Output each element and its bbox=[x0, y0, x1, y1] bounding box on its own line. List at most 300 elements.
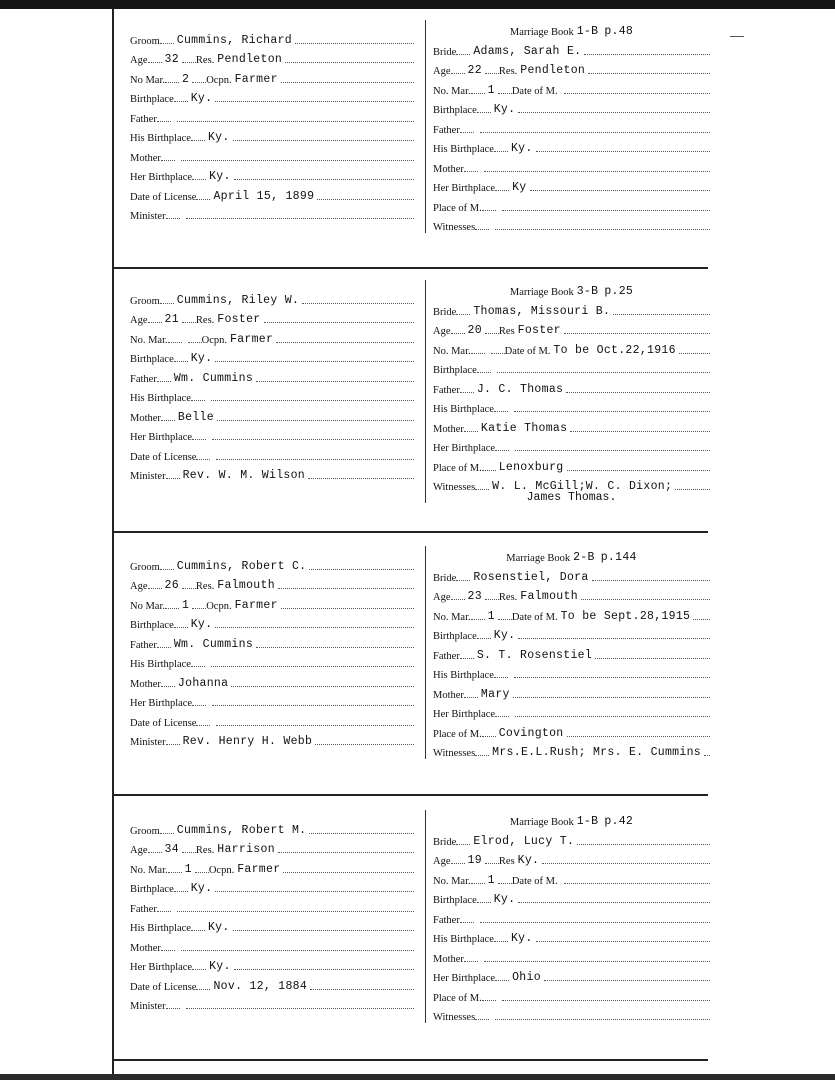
field-value: 19 bbox=[467, 854, 482, 867]
field-value: Ky. bbox=[510, 932, 533, 945]
groom-field-row bbox=[130, 125, 414, 145]
dotted-leader bbox=[192, 439, 206, 440]
field-label: Date of M. bbox=[511, 875, 558, 887]
dotted-leader bbox=[498, 93, 512, 94]
dotted-leader bbox=[166, 744, 180, 745]
groom-field-row bbox=[130, 954, 414, 974]
field-label: Father bbox=[130, 373, 157, 385]
groom-column bbox=[130, 553, 414, 748]
marriage-book-reference bbox=[426, 280, 710, 298]
field-label: Birthplace bbox=[433, 105, 477, 116]
field-value: Pendleton bbox=[520, 64, 586, 77]
groom-field-row bbox=[130, 973, 414, 993]
margin-mark bbox=[730, 36, 744, 37]
field-value: 26 bbox=[164, 579, 179, 592]
field-label: Age bbox=[433, 856, 451, 867]
dotted-leader bbox=[177, 121, 414, 122]
dotted-leader bbox=[161, 686, 175, 687]
field-label: Mother bbox=[130, 152, 161, 164]
groom-field-row bbox=[130, 993, 414, 1013]
dotted-leader bbox=[212, 705, 414, 706]
field-label: His Birthplace bbox=[130, 133, 191, 144]
groom-field-row bbox=[130, 287, 414, 307]
dotted-leader bbox=[188, 342, 202, 343]
dotted-leader bbox=[233, 930, 414, 931]
marriage-record-card bbox=[114, 810, 708, 1050]
field-value: J. C. Thomas bbox=[476, 382, 564, 396]
field-label: Date of M. bbox=[511, 85, 558, 97]
groom-field-row bbox=[130, 895, 414, 915]
bride-field-row bbox=[433, 926, 710, 946]
bride-field-row bbox=[433, 1004, 710, 1024]
groom-field-row bbox=[130, 203, 414, 223]
field-label: Mother bbox=[433, 163, 464, 175]
field-value: Mrs.E.L.Rush; Mrs. E. Cummins bbox=[492, 746, 701, 759]
marriage-book-page: p.48 bbox=[604, 25, 634, 38]
dotted-leader bbox=[166, 218, 180, 219]
bride-field-row bbox=[433, 584, 710, 604]
field-label: No. Mar. bbox=[130, 864, 168, 876]
dotted-leader bbox=[477, 112, 491, 113]
groom-field-row bbox=[130, 144, 414, 164]
dotted-leader bbox=[494, 941, 508, 942]
field-value: Farmer bbox=[230, 332, 274, 346]
dotted-leader bbox=[168, 872, 182, 873]
dotted-leader bbox=[471, 93, 485, 94]
field-label: No. Mar. bbox=[433, 345, 471, 357]
bride-field-row bbox=[433, 454, 710, 474]
field-value: Mary bbox=[480, 687, 510, 701]
dotted-leader bbox=[283, 872, 414, 873]
bride-field-row bbox=[433, 720, 710, 740]
bride-field-row bbox=[433, 376, 710, 396]
dotted-leader bbox=[566, 392, 710, 393]
dotted-leader bbox=[704, 755, 710, 756]
dotted-leader bbox=[451, 863, 465, 864]
groom-field-row bbox=[130, 817, 414, 837]
dotted-leader bbox=[191, 930, 205, 931]
bride-field-row bbox=[433, 337, 710, 357]
dotted-leader bbox=[160, 569, 174, 570]
marriage-book-reference bbox=[426, 20, 710, 38]
dotted-leader bbox=[174, 891, 188, 892]
marriage-record-card bbox=[114, 546, 708, 786]
dotted-leader bbox=[514, 411, 710, 412]
field-value: Lenoxburg bbox=[498, 460, 564, 474]
field-label: Birthplace bbox=[433, 365, 477, 376]
dotted-leader bbox=[495, 450, 509, 451]
dotted-leader bbox=[451, 333, 465, 334]
field-label: Mother bbox=[433, 953, 464, 965]
dotted-leader bbox=[182, 588, 196, 589]
field-label: Place of M. bbox=[433, 462, 482, 474]
dotted-leader bbox=[456, 54, 470, 55]
dotted-leader bbox=[495, 980, 509, 981]
dotted-leader bbox=[161, 420, 175, 421]
bride-fields bbox=[426, 298, 710, 503]
card-divider bbox=[112, 531, 708, 533]
field-label: Groom bbox=[130, 561, 160, 573]
field-label: Witnesses bbox=[433, 222, 476, 233]
dotted-leader bbox=[309, 833, 414, 834]
field-label: Her Birthplace bbox=[433, 443, 496, 454]
groom-field-row bbox=[130, 876, 414, 896]
field-label: Birthplace bbox=[433, 895, 477, 906]
dotted-leader bbox=[588, 73, 710, 74]
field-value: Covington bbox=[498, 726, 564, 740]
field-label: His Birthplace bbox=[433, 934, 494, 945]
field-label: Father bbox=[433, 914, 460, 926]
field-label: Mother bbox=[433, 689, 464, 701]
field-label: Date of License bbox=[130, 451, 197, 463]
groom-field-row bbox=[130, 404, 414, 424]
bride-field-row bbox=[433, 155, 710, 175]
field-value: Ky. bbox=[510, 142, 533, 155]
field-value: 23 bbox=[467, 590, 482, 603]
bride-column bbox=[425, 810, 710, 1023]
groom-field-row bbox=[130, 592, 414, 612]
field-value: 1 bbox=[487, 609, 495, 623]
field-label: His Birthplace bbox=[433, 670, 494, 681]
dotted-leader bbox=[215, 627, 414, 628]
dotted-leader bbox=[191, 140, 205, 141]
dotted-leader bbox=[495, 716, 509, 717]
dotted-leader bbox=[564, 333, 710, 334]
field-label: Her Birthplace bbox=[130, 432, 193, 443]
dotted-leader bbox=[485, 863, 499, 864]
field-value: Farmer bbox=[234, 72, 278, 86]
field-label: Ocpn. bbox=[206, 600, 232, 612]
field-value: Harrison bbox=[217, 843, 275, 856]
dotted-leader bbox=[148, 322, 162, 323]
bride-field-row bbox=[433, 906, 710, 926]
field-value: 22 bbox=[467, 64, 482, 77]
groom-field-row bbox=[130, 86, 414, 106]
dotted-leader bbox=[494, 411, 508, 412]
dotted-leader bbox=[174, 361, 188, 362]
field-value: Ky. bbox=[190, 882, 213, 895]
field-label: Birthplace bbox=[130, 620, 174, 631]
groom-field-row bbox=[130, 27, 414, 47]
dotted-leader bbox=[196, 199, 210, 200]
dotted-leader bbox=[211, 400, 414, 401]
dotted-leader bbox=[564, 93, 710, 94]
card-divider bbox=[112, 794, 708, 796]
marriage-book-page: p.25 bbox=[604, 285, 634, 298]
dotted-leader bbox=[515, 450, 710, 451]
field-label: Father bbox=[130, 903, 157, 915]
field-label: Father bbox=[433, 650, 460, 662]
bride-field-row bbox=[433, 965, 710, 985]
marriage-book-reference bbox=[426, 546, 710, 564]
dotted-leader bbox=[595, 658, 710, 659]
field-label: Her Birthplace bbox=[130, 172, 193, 183]
bride-field-row bbox=[433, 415, 710, 435]
dotted-leader bbox=[281, 82, 414, 83]
card-divider bbox=[112, 1059, 708, 1061]
field-label: Date of License bbox=[130, 717, 197, 729]
dotted-leader bbox=[192, 82, 206, 83]
field-value: Falmouth bbox=[520, 590, 578, 603]
dotted-leader bbox=[160, 43, 174, 44]
field-value: Wm. Cummins bbox=[173, 371, 254, 385]
field-value: 32 bbox=[164, 53, 179, 66]
dotted-leader bbox=[174, 101, 188, 102]
field-label: Date of M. bbox=[504, 345, 551, 357]
field-value: Katie Thomas bbox=[480, 421, 568, 435]
field-label: Her Birthplace bbox=[433, 709, 496, 720]
bride-fields bbox=[426, 38, 710, 233]
field-value: Farmer bbox=[237, 862, 281, 876]
field-value: Ky. bbox=[493, 893, 516, 906]
witnesses-continued: James Thomas. bbox=[526, 491, 617, 504]
dotted-leader bbox=[295, 43, 414, 44]
dotted-leader bbox=[584, 54, 710, 55]
dotted-leader bbox=[148, 588, 162, 589]
field-label: Date of License bbox=[130, 191, 197, 203]
dotted-leader bbox=[196, 725, 210, 726]
dotted-leader bbox=[191, 400, 205, 401]
dotted-leader bbox=[256, 647, 414, 648]
dotted-leader bbox=[456, 314, 470, 315]
dotted-leader bbox=[177, 911, 414, 912]
dotted-leader bbox=[482, 1000, 496, 1001]
dotted-leader bbox=[502, 210, 710, 211]
dotted-leader bbox=[495, 229, 710, 230]
field-label: Bride bbox=[433, 836, 457, 848]
field-label: His Birthplace bbox=[130, 393, 191, 404]
field-label: No Mar. bbox=[130, 600, 165, 612]
dotted-leader bbox=[166, 478, 180, 479]
dotted-leader bbox=[165, 608, 179, 609]
field-value: 21 bbox=[164, 313, 179, 326]
card-divider bbox=[112, 267, 708, 269]
dotted-leader bbox=[161, 160, 175, 161]
field-label: Res. bbox=[195, 581, 215, 592]
marriage-record-card bbox=[114, 20, 708, 260]
field-value: Cummins, Robert M. bbox=[176, 823, 307, 837]
field-value: 1 bbox=[184, 862, 192, 876]
field-value: Ky. bbox=[209, 960, 231, 973]
bride-field-row bbox=[433, 642, 710, 662]
field-value: Rosenstiel, Dora bbox=[473, 570, 589, 584]
field-label: Her Birthplace bbox=[433, 973, 496, 984]
groom-field-row bbox=[130, 573, 414, 593]
field-label: Minister bbox=[130, 471, 166, 482]
groom-field-row bbox=[130, 553, 414, 573]
dotted-leader bbox=[471, 883, 485, 884]
dotted-leader bbox=[498, 883, 512, 884]
bride-field-row bbox=[433, 887, 710, 907]
groom-field-row bbox=[130, 612, 414, 632]
bride-fields bbox=[426, 564, 710, 759]
dotted-leader bbox=[157, 911, 171, 912]
bride-field-row bbox=[433, 564, 710, 584]
dotted-leader bbox=[477, 638, 491, 639]
field-label: Father bbox=[433, 384, 460, 396]
dotted-leader bbox=[484, 961, 710, 962]
groom-column bbox=[130, 287, 414, 482]
dotted-leader bbox=[234, 969, 414, 970]
dotted-leader bbox=[233, 140, 414, 141]
dotted-leader bbox=[513, 697, 710, 698]
dotted-leader bbox=[485, 599, 499, 600]
dotted-leader bbox=[502, 1000, 710, 1001]
marriage-book-number: 3-B bbox=[576, 285, 599, 298]
bride-field-row bbox=[433, 945, 710, 965]
groom-field-row bbox=[130, 346, 414, 366]
dotted-leader bbox=[160, 303, 174, 304]
field-value: To be Oct.22,1916 bbox=[553, 343, 676, 357]
dotted-leader bbox=[148, 852, 162, 853]
dotted-leader bbox=[310, 989, 414, 990]
groom-field-row bbox=[130, 105, 414, 125]
dotted-leader bbox=[216, 725, 414, 726]
field-label: Groom bbox=[130, 35, 160, 47]
bride-column bbox=[425, 546, 710, 759]
dotted-leader bbox=[471, 619, 485, 620]
groom-field-row bbox=[130, 183, 414, 203]
marriage-book-label: Marriage Book bbox=[509, 27, 574, 38]
bride-column bbox=[425, 20, 710, 233]
field-label: Place of M. bbox=[433, 202, 482, 214]
field-label: Her Birthplace bbox=[130, 962, 193, 973]
dotted-leader bbox=[278, 588, 414, 589]
field-value: 20 bbox=[467, 324, 482, 337]
bride-field-row bbox=[433, 848, 710, 868]
field-label: Witnesses bbox=[433, 748, 476, 759]
field-value: 34 bbox=[164, 843, 179, 856]
field-value: Ky. bbox=[493, 103, 516, 116]
field-value: Falmouth bbox=[217, 579, 275, 592]
field-value: Thomas, Missouri B. bbox=[473, 304, 611, 318]
field-label: Father bbox=[130, 639, 157, 651]
groom-field-row bbox=[130, 690, 414, 710]
field-label: Age bbox=[433, 326, 451, 337]
dotted-leader bbox=[577, 844, 710, 845]
scan-bottom-border bbox=[0, 1074, 835, 1080]
bride-field-row bbox=[433, 116, 710, 136]
dotted-leader bbox=[186, 1008, 414, 1009]
field-value: Rev. Henry H. Webb bbox=[182, 735, 313, 748]
field-label: Res. bbox=[195, 55, 215, 66]
field-label: Bride bbox=[433, 572, 457, 584]
dotted-leader bbox=[530, 190, 710, 191]
dotted-leader bbox=[216, 459, 414, 460]
field-value: April 15, 1899 bbox=[213, 189, 315, 203]
dotted-leader bbox=[168, 342, 182, 343]
dotted-leader bbox=[570, 431, 710, 432]
field-value: 1 bbox=[487, 83, 495, 97]
bride-field-row bbox=[433, 38, 710, 58]
dotted-leader bbox=[567, 470, 710, 471]
field-value: Ky. bbox=[190, 92, 213, 105]
field-label: No. Mar. bbox=[433, 85, 471, 97]
dotted-leader bbox=[456, 844, 470, 845]
dotted-leader bbox=[174, 627, 188, 628]
dotted-leader bbox=[451, 73, 465, 74]
field-label: His Birthplace bbox=[433, 404, 494, 415]
dotted-leader bbox=[182, 62, 196, 63]
marriage-book-page: p.144 bbox=[600, 551, 637, 564]
field-label: His Birthplace bbox=[433, 144, 494, 155]
field-value: Ky. bbox=[517, 854, 540, 867]
field-value: Belle bbox=[177, 410, 214, 424]
groom-column bbox=[130, 27, 414, 222]
dotted-leader bbox=[165, 82, 179, 83]
dotted-leader bbox=[485, 73, 499, 74]
dotted-leader bbox=[192, 608, 206, 609]
dotted-leader bbox=[192, 179, 206, 180]
dotted-leader bbox=[497, 372, 710, 373]
bride-field-row bbox=[433, 298, 710, 318]
dotted-leader bbox=[278, 852, 414, 853]
dotted-leader bbox=[475, 755, 489, 756]
dotted-leader bbox=[491, 353, 505, 354]
dotted-leader bbox=[181, 160, 414, 161]
field-label: Date of License bbox=[130, 981, 197, 993]
dotted-leader bbox=[191, 666, 205, 667]
dotted-leader bbox=[315, 744, 414, 745]
dotted-leader bbox=[456, 580, 470, 581]
field-value: 1 bbox=[182, 598, 190, 612]
dotted-leader bbox=[482, 736, 496, 737]
groom-field-row bbox=[130, 915, 414, 935]
field-label: Mother bbox=[130, 412, 161, 424]
dotted-leader bbox=[464, 697, 478, 698]
field-value: Ky. bbox=[207, 921, 230, 934]
field-value: Ky. bbox=[190, 352, 213, 365]
field-label: Age bbox=[433, 66, 451, 77]
groom-field-row bbox=[130, 365, 414, 385]
field-label: Date of M. bbox=[511, 611, 558, 623]
bride-column bbox=[425, 280, 710, 503]
groom-field-row bbox=[130, 729, 414, 749]
dotted-leader bbox=[309, 569, 414, 570]
groom-field-row bbox=[130, 463, 414, 483]
dotted-leader bbox=[276, 342, 414, 343]
field-value: To be Sept.28,1915 bbox=[560, 609, 691, 623]
field-label: Res bbox=[498, 856, 515, 867]
dotted-leader bbox=[182, 852, 196, 853]
dotted-leader bbox=[192, 705, 206, 706]
field-label: Ocpn. bbox=[201, 334, 227, 346]
bride-field-row bbox=[433, 194, 710, 214]
marriage-book-number: 1-B bbox=[576, 815, 599, 828]
field-label: Age bbox=[130, 845, 148, 856]
groom-column bbox=[130, 817, 414, 1012]
dotted-leader bbox=[581, 599, 710, 600]
marriage-book-number: 1-B bbox=[576, 25, 599, 38]
dotted-leader bbox=[564, 883, 710, 884]
dotted-leader bbox=[157, 647, 171, 648]
field-label: His Birthplace bbox=[130, 659, 191, 670]
marriage-book-number: 2-B bbox=[573, 551, 595, 564]
dotted-leader bbox=[196, 459, 210, 460]
dotted-leader bbox=[480, 922, 710, 923]
bride-field-row bbox=[433, 77, 710, 97]
field-label: Age bbox=[130, 581, 148, 592]
groom-field-row bbox=[130, 385, 414, 405]
field-label: Bride bbox=[433, 306, 457, 318]
dotted-leader bbox=[482, 210, 496, 211]
bride-field-row bbox=[433, 662, 710, 682]
field-label: Mother bbox=[130, 942, 161, 954]
dotted-leader bbox=[460, 658, 474, 659]
field-label: Her Birthplace bbox=[130, 698, 193, 709]
bride-field-row bbox=[433, 701, 710, 721]
dotted-leader bbox=[494, 677, 508, 678]
